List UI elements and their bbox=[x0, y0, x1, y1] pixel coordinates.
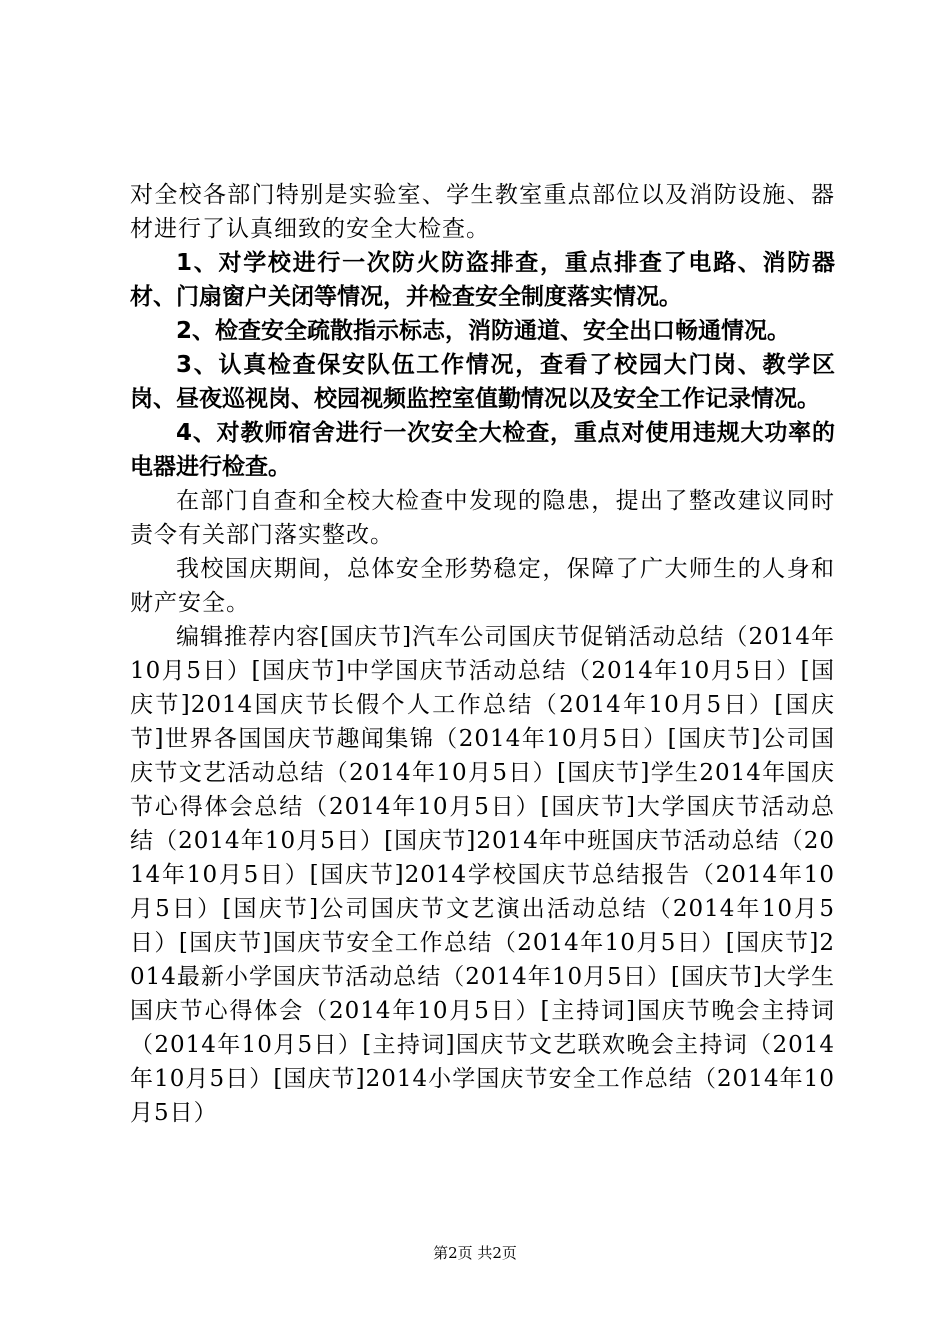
page-number-footer: 第2页 共2页 bbox=[433, 1244, 517, 1262]
paragraph-item-1: 1、对学校进行一次防火防盗排查，重点排查了电路、消防器材、门扇窗户关闭等情况，并检查安全制度落实情况。 bbox=[130, 250, 835, 310]
paragraph-inspection-intro: 对全校各部门特别是实验室、学生教室重点部位以及消防设施、器材进行了认真细致的安全大检查。 bbox=[130, 182, 835, 242]
document-body bbox=[130, 178, 835, 1130]
paragraph-recommended-content: 编辑推荐内容[国庆节]汽车公司国庆节促销活动总结（2014年10月5日）[国庆节]中学国庆节活动总结（2014年10月5日）[国庆节]2014国庆节长假个人工作总结（2014年10月5日）[国庆节]世界各国国庆节趣闻集锦（2014年10月5日）[国庆节]公司国庆节文艺活动总结（2014年10月5日）[国庆节]学生2014年国庆节心得体会总结（2014年10月5日）[国庆节]大学国庆节活动总结（2014年10月5日）[国庆节]2014年中班国庆节活动总结（2014年10月5日）[国庆节]2014学校国庆节总结报告（2014年10月5日）[国庆节]公司国庆节文艺演出活动总结（2014年10月5日）[国庆节]国庆节安全工作总结（2014年10月5日）[国庆节]2014最新小学国庆节活动总结（2014年10月5日）[国庆节]大学生国庆节心得体会（2014年10月5日）[主持词]国庆节晚会主持词（2014年10月5日）[主持词]国庆节文艺联欢晚会主持词（2014年10月5日）[国庆节]2014小学国庆节安全工作总结（2014年10月5日） bbox=[130, 624, 835, 1126]
paragraph-item-3: 3、认真检查保安队伍工作情况，查看了校园大门岗、教学区岗、昼夜巡视岗、校园视频监控室值勤情况以及安全工作记录情况。 bbox=[130, 352, 835, 412]
paragraph-conclusion: 我校国庆期间，总体安全形势稳定，保障了广大师生的人身和财产安全。 bbox=[130, 556, 835, 616]
paragraph-rectification: 在部门自查和全校大检查中发现的隐患，提出了整改建议同时责令有关部门落实整改。 bbox=[130, 488, 835, 548]
paragraph-item-2: 2、检查安全疏散指示标志，消防通道、安全出口畅通情况。 bbox=[176, 318, 791, 344]
paragraph-item-4: 4、对教师宿舍进行一次安全大检查，重点对使用违规大功率的电器进行检查。 bbox=[130, 420, 835, 480]
